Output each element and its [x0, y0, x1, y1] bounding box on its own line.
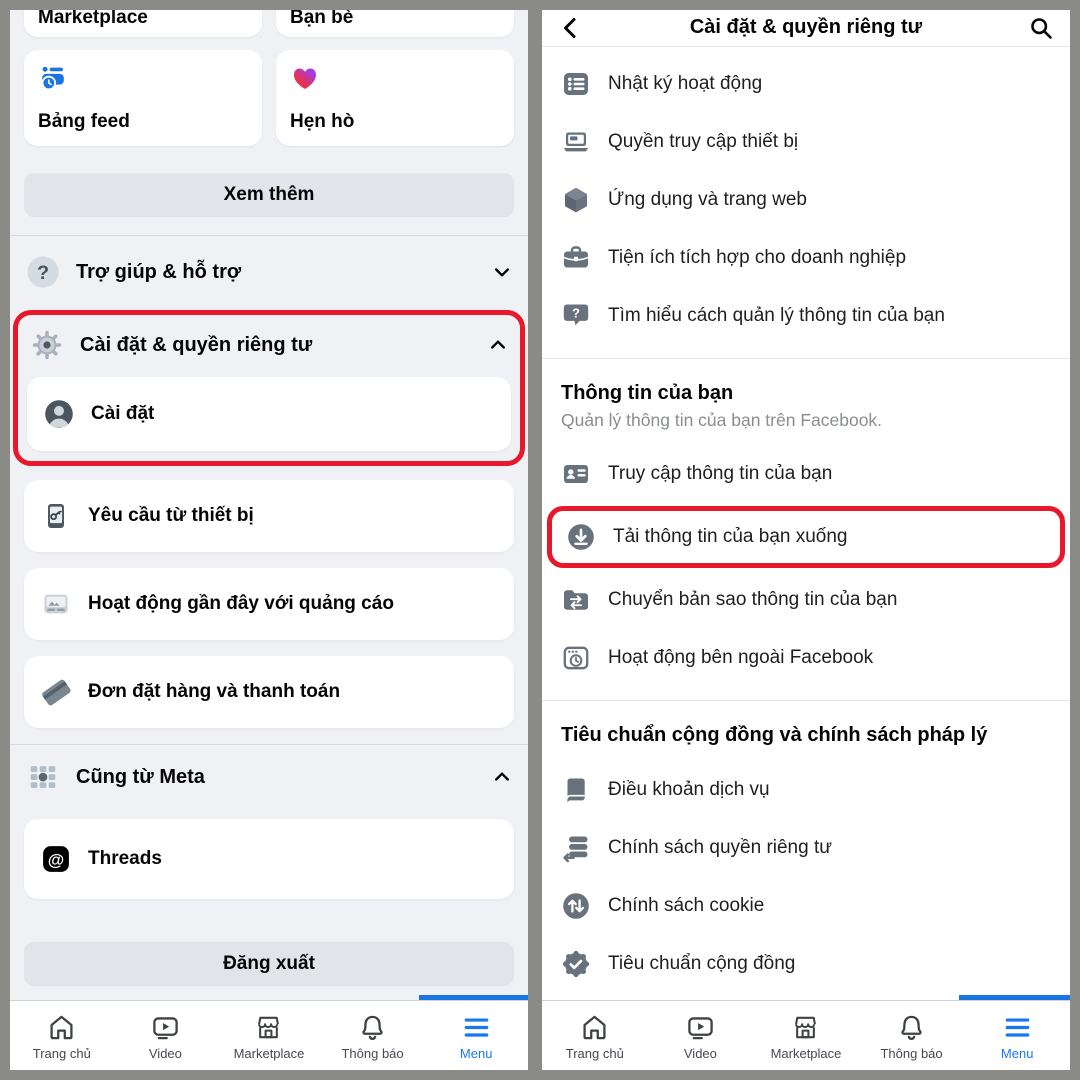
settings-item-nhat-ky-hoat-ong[interactable]: [542, 55, 1070, 113]
shortcut-grid: [24, 50, 514, 146]
back-icon[interactable]: [559, 16, 583, 40]
settings-item-label: Chính sách quyền riêng tư: [608, 837, 832, 858]
chevron-up-icon: [488, 335, 508, 355]
settings-item-label: Tiện ích tích hợp cho doanh nghiệp: [608, 247, 907, 268]
settings-item-label: Hoạt động bên ngoài Facebook: [608, 647, 874, 668]
settings-item-label: Tiêu chuẩn cộng đồng: [608, 953, 796, 974]
nav-item-trang-chu[interactable]: [542, 1001, 648, 1070]
nav-item-menu[interactable]: [964, 1001, 1070, 1070]
menu-item-label: Cài đặt: [91, 403, 155, 424]
device-access-icon: [561, 127, 591, 157]
transfer-copy-icon: [561, 585, 591, 615]
manage-info-help-icon: [561, 301, 591, 331]
active-tab-indicator: [959, 995, 1070, 1000]
nav-item-label: Thông báo: [341, 1045, 404, 1061]
shortcut-card-label: Bảng feed: [38, 111, 130, 132]
nav-item-label: Video: [148, 1045, 182, 1061]
marketplace-icon: [254, 1013, 283, 1042]
search-icon[interactable]: [1029, 16, 1053, 40]
bottom-nav: [542, 1000, 1070, 1070]
nav-item-label: Video: [683, 1045, 717, 1061]
your-info-section-header: [542, 359, 1070, 431]
bell-icon: [897, 1013, 926, 1042]
settings-item-label: Chính sách cookie: [608, 895, 765, 916]
ad-activity-icon: [40, 588, 72, 620]
nav-item-marketplace[interactable]: [217, 1001, 321, 1070]
chevron-up-icon: [492, 767, 512, 787]
settings-list-top: [542, 47, 1070, 345]
settings-item-ieu-khoan-dich-vu[interactable]: [542, 761, 1070, 819]
menu-item-label: Đơn đặt hàng và thanh toán: [88, 681, 341, 702]
nav-item-label: Menu: [459, 1045, 493, 1061]
settings-item-tieu-chuan-cong-ong[interactable]: [542, 935, 1070, 993]
bottom-nav: [10, 1000, 528, 1070]
threads-icon: [40, 843, 72, 875]
menu-item-threads[interactable]: [24, 819, 514, 899]
settings-privacy-accordion[interactable]: [18, 315, 520, 375]
help-support-accordion[interactable]: [10, 236, 528, 308]
payments-card-icon: [40, 676, 72, 708]
shortcut-card-feeds[interactable]: [24, 50, 262, 146]
settings-avatar-icon: [43, 398, 75, 430]
dating-heart-icon: [290, 63, 320, 93]
page-title: Cài đặt & quyền riêng tư: [689, 15, 923, 38]
nav-item-label: Menu: [1000, 1045, 1034, 1061]
nav-item-menu[interactable]: [424, 1001, 528, 1070]
svg-text:@: @: [47, 850, 65, 870]
off-facebook-activity-icon: [561, 643, 591, 673]
settings-item-ung-dung-va-trang-web[interactable]: [542, 171, 1070, 229]
settings-item-hoat-ong-ben-ngoai-facebook[interactable]: [542, 629, 1070, 687]
settings-item-chinh-sach-quyen-rieng-tu[interactable]: [542, 819, 1070, 877]
shortcut-card-label: Marketplace: [38, 10, 148, 28]
section-subtitle: Quản lý thông tin của bạn trên Facebook.: [561, 410, 883, 430]
video-icon: [686, 1013, 715, 1042]
chevron-down-icon: [492, 262, 512, 282]
settings-item-label: Chuyển bản sao thông tin của bạn: [608, 589, 898, 610]
also-from-meta-accordion[interactable]: [10, 745, 528, 809]
marketplace-icon: [791, 1013, 820, 1042]
settings-item-label: Ứng dụng và trang web: [608, 189, 807, 210]
section-title: Thông tin của bạn: [561, 382, 734, 404]
menu-icon: [1003, 1013, 1032, 1042]
nav-item-label: Marketplace: [233, 1045, 305, 1061]
nav-item-video[interactable]: [114, 1001, 218, 1070]
settings-item-label: Truy cập thông tin của bạn: [608, 463, 833, 484]
id-card-icon: [561, 459, 591, 489]
cookie-policy-icon: [561, 891, 591, 921]
shortcut-card-label: Hẹn hò: [290, 111, 355, 132]
svg-text:?: ?: [572, 305, 580, 321]
menu-icon: [462, 1013, 491, 1042]
settings-item-label: Quyền truy cập thiết bị: [608, 131, 799, 152]
business-integrations-icon: [561, 243, 591, 273]
nav-item-thong-bao[interactable]: [321, 1001, 425, 1070]
settings-list-legal: [542, 747, 1070, 993]
shortcut-grid-partial: [24, 10, 514, 37]
nav-item-thong-bao[interactable]: [859, 1001, 965, 1070]
privacy-policy-icon: [561, 833, 591, 863]
settings-item-label: Tìm hiểu cách quản lý thông tin của bạn: [608, 305, 945, 326]
settings-item-chinh-sach-cookie[interactable]: [542, 877, 1070, 935]
accordion-label: Cũng từ Meta: [76, 765, 205, 788]
activity-log-icon: [561, 69, 591, 99]
settings-item-tim-hieu-cach-quan-ly-thong-tin-cua-ban[interactable]: [542, 287, 1070, 345]
settings-item-chuyen-ban-sao-thong-tin-cua-ban[interactable]: [542, 571, 1070, 629]
meta-grid-icon: [26, 760, 60, 794]
settings-item-label: Điều khoản dịch vụ: [608, 779, 770, 800]
svg-text:?: ?: [36, 262, 50, 285]
bell-icon: [358, 1013, 387, 1042]
settings-item-truy-cap-thong-tin-cua-ban[interactable]: [542, 445, 1070, 503]
see-more-button[interactable]: Xem thêm: [24, 173, 514, 217]
nav-item-video[interactable]: [648, 1001, 754, 1070]
nav-item-marketplace[interactable]: [753, 1001, 859, 1070]
standards-section-header: [542, 701, 1070, 747]
shortcut-card-label: Bạn bè: [290, 10, 354, 28]
settings-privacy-screen: [542, 10, 1070, 1070]
settings-item-label: Nhật ký hoạt động: [608, 73, 763, 94]
apps-websites-icon: [561, 185, 591, 215]
accordion-label: Trợ giúp & hỗ trợ: [76, 260, 242, 283]
community-standards-icon: [561, 949, 591, 979]
home-icon: [580, 1013, 609, 1042]
terms-book-icon: [561, 775, 591, 805]
device-requests-icon: [40, 500, 72, 532]
accordion-label: Cài đặt & quyền riêng tư: [80, 333, 313, 356]
red-highlight-settings-section: [13, 310, 525, 466]
shortcut-card-marketplace[interactable]: [24, 10, 262, 37]
active-tab-indicator: [419, 995, 528, 1000]
nav-item-label: Thông báo: [880, 1045, 943, 1061]
menu-screen: [10, 10, 528, 1070]
nav-item-trang-chu[interactable]: [10, 1001, 114, 1070]
shortcut-card-dating[interactable]: [276, 50, 514, 146]
download-circle-icon: [566, 522, 596, 552]
menu-item-device-requests[interactable]: [24, 480, 514, 552]
gear-icon: [30, 328, 64, 362]
menu-item-settings[interactable]: [27, 377, 511, 451]
menu-item-label: Hoạt động gần đây với quảng cáo: [88, 593, 394, 614]
logout-button[interactable]: Đăng xuất: [24, 942, 514, 986]
header: [542, 10, 1070, 47]
settings-item-label: Tải thông tin của bạn xuống: [613, 526, 848, 547]
settings-item-tai-thong-tin-cua-ban-xuong[interactable]: [547, 506, 1065, 568]
menu-item-orders-payments[interactable]: [24, 656, 514, 728]
section-title: Tiêu chuẩn cộng đồng và chính sách pháp lý: [561, 724, 988, 746]
menu-item-label: Yêu cầu từ thiết bị: [88, 505, 254, 526]
nav-item-label: Trang chủ: [565, 1045, 624, 1061]
video-icon: [151, 1013, 180, 1042]
menu-item-label: Threads: [88, 848, 162, 869]
settings-item-quyen-truy-cap-thiet-bi[interactable]: [542, 113, 1070, 171]
nav-item-label: Marketplace: [770, 1045, 842, 1061]
nav-item-label: Trang chủ: [32, 1045, 91, 1061]
settings-list-your-info: [542, 431, 1070, 687]
help-question-icon: [26, 255, 60, 289]
menu-item-recent-ad-activity[interactable]: [24, 568, 514, 640]
settings-item-tien-ich-tich-hop-cho-doanh-nghiep[interactable]: [542, 229, 1070, 287]
feeds-icon: [38, 63, 68, 93]
home-icon: [47, 1013, 76, 1042]
shortcut-card-friends[interactable]: [276, 10, 514, 37]
